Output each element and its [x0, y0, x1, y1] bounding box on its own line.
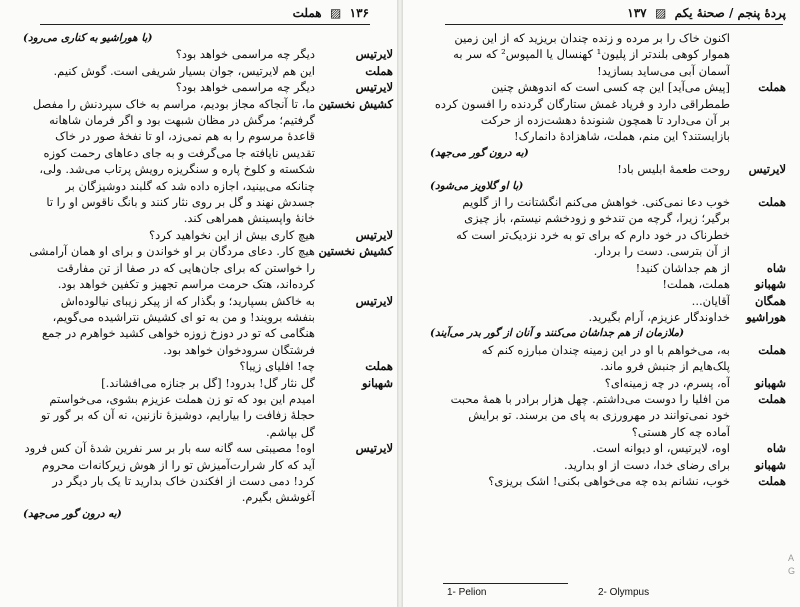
dialogue-row — [23, 63, 393, 79]
text-line: این هم لایرتیس، جوان بسیار شریفی است. گوش کنیم. — [53, 63, 315, 78]
dialogue-row — [23, 358, 393, 374]
footnote-pelion: 1- Pelion — [447, 587, 487, 598]
dialogue-text — [430, 194, 730, 260]
left-page-title: هملت — [292, 6, 322, 20]
dialogue-row — [23, 506, 393, 522]
text-line: بر آن می‌دارد تا همچون شنوندهٔ دهشت‌زده از حرکت — [480, 113, 730, 128]
left-header-rule — [40, 24, 370, 25]
dialogue-text — [430, 145, 730, 161]
text-line: اوه! مصیبتی سه گانه سه بار بر سر نفرین شدهٔ آن کس فرود — [24, 441, 315, 456]
dialogue-text — [430, 293, 730, 309]
text-line: خطرناک در خود دارم که برای تو به خرد نزدیک‌تر است که — [456, 227, 730, 242]
text-line: از هم جداشان کنید! — [635, 260, 730, 275]
speaker-name: کشیش نخستین — [318, 96, 393, 111]
dialogue-row — [23, 440, 393, 506]
text-line: روحت طعمهٔ ابلیس باد! — [617, 162, 730, 177]
dialogue-row — [23, 227, 393, 243]
dialogue-row — [430, 79, 786, 145]
dialogue-text — [23, 227, 315, 243]
dialogue-text — [430, 473, 730, 489]
dialogue-row — [430, 194, 786, 260]
text-line: پلک‌هایم از جنبش فرو ماند. — [600, 359, 730, 374]
dialogue-text — [23, 96, 315, 227]
speaker-name: شهبانو — [361, 375, 393, 390]
text-line: هیچ کاری بیش از این نخواهید کرد؟ — [148, 227, 315, 242]
edge-letter: A — [788, 553, 795, 563]
stage-direction: (به درون گور می‌جهد) — [430, 146, 529, 159]
text-line: [پیش می‌آید] این چه کسی است که اندوهش چنین — [491, 80, 730, 95]
text-line: هنگامی که تو در دوزخ زوزه خواهی کشید خواهرم در جمع — [42, 326, 315, 341]
stage-direction: (به درون گور می‌جهد) — [23, 507, 122, 520]
text-line: من افلیا را دوست می‌داشتم. چهل هزار برادر با همهٔ محبت — [450, 391, 730, 406]
dialogue-row — [430, 325, 786, 341]
speaker-name: کشیش نخستین — [318, 244, 393, 259]
text-line: ما، تا آنجاکه مجاز بودیم، مراسم به خاک سپردنش را مفصل — [32, 96, 315, 111]
footnote-olympus: 2- Olympus — [598, 587, 650, 598]
edge-letter: G — [788, 566, 796, 576]
dialogue-text — [23, 293, 315, 359]
dialogue-text — [23, 63, 315, 79]
text-line: گل نثار گل! بدرود! [گل بر جنازه می‌افشاند.] — [101, 375, 315, 390]
text-line: کرد! دمی دست از افکندن خاک بدارید تا یک بار دیگر در — [52, 473, 315, 488]
stage-direction: (با او گلاویز می‌شود) — [430, 179, 524, 192]
text-line: خانهٔ واپسینش همراهی کند. — [183, 211, 315, 226]
text-line: خوب دعا نمی‌کنی. خواهش می‌کنم انگشتانت را از گلویم — [462, 195, 730, 210]
right-page-header — [627, 6, 786, 20]
dialogue-row — [430, 391, 786, 440]
dialogue-row — [430, 30, 786, 79]
left-page-text — [23, 30, 393, 522]
text-line: اوه، لایرتیس، او دیوانه است. — [592, 441, 730, 456]
text-line: خداوندگار عزیزم، آرام بگیرید. — [588, 309, 730, 324]
dialogue-text — [23, 46, 315, 62]
speaker-name: شهبانو — [754, 277, 786, 292]
text-line: آماده چه کار هستی؟ — [631, 424, 730, 439]
ornament-icon: ▨ — [654, 6, 667, 20]
right-page-number: ۱۳۷ — [627, 6, 647, 20]
speaker-name: لایرتیس — [355, 227, 393, 242]
text-line: خود نمی‌توانند در مهرورزی به پای من برسند. تو برایش — [468, 408, 730, 423]
text-line: گرفتیم؛ مرگش در مظان شبهت بود و اگر فرمان شاهانه — [49, 113, 315, 128]
text-line: تقدیس نایافته جا می‌گرفت و به جای دعاهای رحمت کوزه — [43, 145, 315, 160]
text-line: امیدم این بود که تو زن هملت عزیزم بشوی، می‌خواستم — [49, 391, 315, 406]
speaker-name: لایرتیس — [355, 80, 393, 95]
left-page — [0, 0, 397, 607]
dialogue-row — [23, 293, 393, 359]
dialogue-row — [430, 260, 786, 276]
text-line: برگیر؛ زیرا، گرچه من تندخو و زودخشم نیستم، باز چیزی — [464, 211, 730, 226]
text-line: اکنون خاک را بر مرده و زنده چندان بریزید که از این زمین — [454, 31, 730, 45]
dialogue-text — [23, 243, 315, 292]
stage-direction: (ملازمان از هم جداشان می‌کنند و آنان از گور بدر می‌آیند) — [430, 327, 685, 340]
left-page-header — [293, 6, 369, 20]
dialogue-row — [430, 342, 786, 375]
right-page — [403, 0, 800, 607]
speaker-name: هملت — [758, 195, 786, 210]
text-line: کرده‌اند، هتک حرمت مراسم تجهیز و تکفین خواهد بود. — [57, 277, 315, 292]
dialogue-text — [430, 440, 730, 456]
dialogue-row — [430, 145, 786, 161]
dialogue-row — [430, 457, 786, 473]
dialogue-text — [430, 260, 730, 276]
text-line: آه، پسرم، در چه زمینه‌ای؟ — [604, 375, 730, 390]
text-line: حجلهٔ زفافت را بیارایم، دوشیزهٔ نازنین، نه آن که بر گور تو — [40, 408, 315, 423]
text-line: بنفشه برویند! و من به تو ای کشیش نتراشیده می‌گویم، — [52, 309, 315, 324]
text-line: جسدش نهند و گل بر روی نثار کنند و بانگ ناقوس او را تا — [46, 195, 315, 210]
text-line: از آن بترسی. دست را بردار. — [593, 244, 730, 259]
dialogue-text — [430, 325, 730, 341]
dialogue-text — [430, 375, 730, 391]
text-line: هملت، هملت! — [662, 277, 730, 292]
text-line: دیگر چه مراسمی خواهد بود؟ — [175, 47, 315, 62]
dialogue-row — [430, 309, 786, 325]
dialogue-row — [430, 293, 786, 309]
dialogue-text — [430, 342, 730, 375]
right-header-rule — [445, 24, 783, 25]
speaker-name: هملت — [365, 359, 393, 374]
dialogue-text — [430, 309, 730, 325]
speaker-name: هملت — [758, 391, 786, 406]
dialogue-text — [23, 79, 315, 95]
text-line: گل بپاشم. — [266, 424, 315, 439]
dialogue-row — [430, 440, 786, 456]
text-line: بازایستند؟ این منم، هملت، شاهزادهٔ دانمارک! — [514, 129, 730, 144]
text-line: به خاکش بسپارید؛ و بگذار که از پیکر زیبای نیالوده‌اش — [60, 293, 315, 308]
speaker-name: هملت — [758, 80, 786, 95]
dialogue-text — [23, 506, 315, 522]
dialogue-text — [430, 391, 730, 440]
speaker-name: لایرتیس — [355, 47, 393, 62]
dialogue-text — [430, 30, 730, 79]
dialogue-text — [23, 440, 315, 506]
text-line: چنانکه می‌بینید، اجازه داده شد که گلبند دوشیزگان بر — [65, 178, 315, 193]
text-line: را خواستن که برای جان‌هایی که در صفا از تن مفارقت — [56, 260, 315, 275]
speaker-name: شاه — [766, 260, 786, 275]
dialogue-text — [430, 457, 730, 473]
dialogue-text — [430, 276, 730, 292]
text-line: فرشتگان سرودخوان خواهد بود. — [163, 342, 315, 357]
dialogue-row — [23, 79, 393, 95]
dialogue-row — [23, 46, 393, 62]
left-page-number: ۱۳۶ — [349, 6, 369, 20]
text-line: قاعدهٔ مرسوم را به هم نمی‌زد، او تا نفخهٔ صور در خاک — [55, 129, 315, 144]
text-line: شکسته و کلوخ پاره و سنگریزه رویش پرتاب می‌شد. ولی، — [39, 162, 315, 177]
footnote-rule — [443, 583, 568, 584]
speaker-name: شاه — [766, 441, 786, 456]
dialogue-text — [23, 30, 315, 46]
speaker-name: هملت — [365, 63, 393, 78]
text-line: چه! افلیای زیبا؟ — [239, 359, 315, 374]
speaker-name: هوراشیو — [746, 309, 786, 324]
text-line: آید که کار شرارت‌آمیزش تو را از هوش زیرکانه‌ات محروم — [41, 457, 315, 472]
speaker-name: لایرتیس — [355, 293, 393, 308]
dialogue-row — [23, 96, 393, 227]
text-line: آغوشش بگیرم. — [241, 490, 315, 505]
speaker-name: هملت — [758, 473, 786, 488]
speaker-name: شهبانو — [754, 375, 786, 390]
speaker-name: همگان — [754, 293, 786, 308]
dialogue-row — [430, 375, 786, 391]
dialogue-text — [23, 375, 315, 441]
dialogue-row — [23, 375, 393, 441]
text-line: برای رضای خدا، دست از او بدارید. — [564, 457, 730, 472]
dialogue-text — [430, 161, 730, 194]
right-page-title: پردهٔ پنجم / صحنهٔ یکم — [674, 6, 786, 20]
text-line: هیچ کار. دعای مردگان بر او خواندن و برای او همان آرامشی — [29, 244, 315, 259]
ornament-icon: ▨ — [329, 6, 342, 20]
right-page-text — [430, 30, 786, 489]
dialogue-row — [430, 161, 786, 194]
speaker-name: لایرتیس — [748, 162, 786, 177]
text-line: آقایان... — [691, 293, 730, 308]
dialogue-text — [23, 358, 315, 374]
speaker-name: لایرتیس — [355, 441, 393, 456]
dialogue-row — [430, 276, 786, 292]
text-line: آسمان آبی می‌ساید بسازید! — [597, 63, 730, 78]
dialogue-row — [430, 473, 786, 489]
text-line: خوب، نشانم بده چه می‌خواهی بکنی! اشک بریزی؟ — [488, 473, 730, 488]
text-line: دیگر چه مراسمی خواهد بود؟ — [175, 80, 315, 95]
text-line: طمطراقی دارد و فریاد غمش ستارگان گردنده را افسون کرده — [434, 96, 730, 111]
text-line: به، می‌خواهم با او در این زمینه چندان مبارزه کنم که — [481, 342, 730, 357]
text-line: هموار کوهی بلندتر از پلیون¹ کهنسال یا المپوس² که سر به — [453, 47, 730, 62]
dialogue-row — [23, 243, 393, 292]
dialogue-row — [23, 30, 393, 46]
speaker-name: هملت — [758, 342, 786, 357]
stage-direction: (با هوراشیو به کناری می‌رود) — [23, 32, 153, 44]
speaker-name: شهبانو — [754, 457, 786, 472]
dialogue-text — [430, 79, 730, 145]
